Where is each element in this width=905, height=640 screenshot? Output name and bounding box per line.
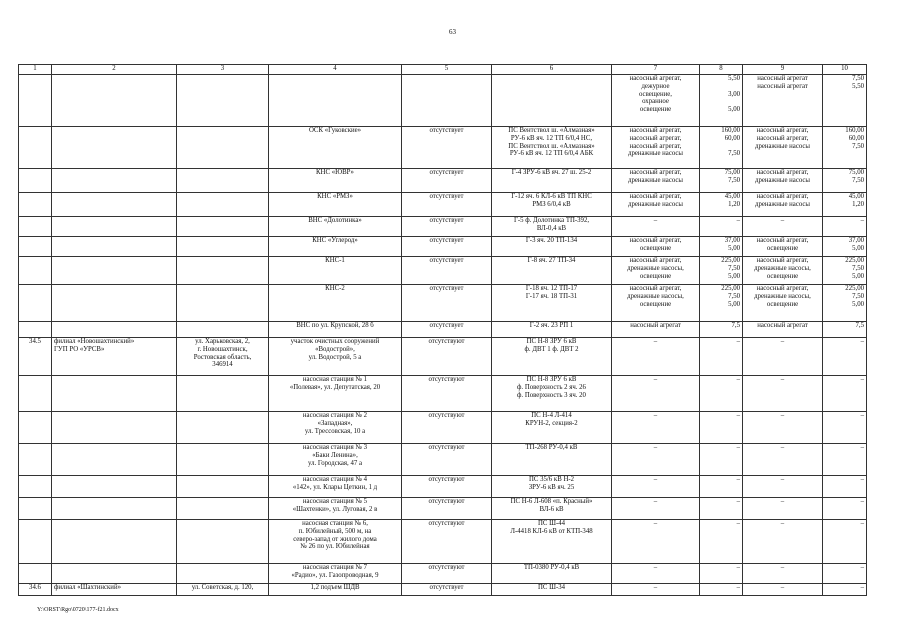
cell-address [177,237,269,257]
cell-equipment-actual: – [612,217,700,237]
cell-number [19,322,52,338]
table-row [19,217,867,237]
header-col-6: 6 [492,65,612,75]
cell-power-actual: – [700,564,743,584]
cell-power-emergency: – [823,376,867,412]
cell-reserve-source: отсутствует [402,257,492,285]
cell-number [19,193,52,217]
cell-number [19,520,52,564]
cell-equipment-actual: насосный агрегат, дренажные насосы [612,169,700,193]
cell-power-emergency: – [823,338,867,376]
cell-equipment-emergency: насосный агрегат, дренажные насосы [743,169,823,193]
cell-organization [52,376,177,412]
table-row [19,444,867,476]
table-row [19,520,867,564]
cell-address [177,322,269,338]
cell-power-emergency: 225,00 7,50 5,00 [823,257,867,285]
cell-power-emergency: 37,00 5,00 [823,237,867,257]
cell-power-source: Г-8 яч. 27 ТП-34 [492,257,612,285]
cell-power-actual: – [700,584,743,596]
cell-number [19,444,52,476]
cell-address [177,257,269,285]
cell-power-actual: – [700,376,743,412]
cell-power-actual: 45,00 1,20 [700,193,743,217]
cell-number [19,564,52,584]
table-row [19,564,867,584]
cell-organization [52,476,177,498]
cell-equipment-emergency: насосный агрегат насосный агрегат [743,75,823,127]
cell-reserve-source: отсутствуют [402,444,492,476]
cell-equipment-emergency: – [743,476,823,498]
cell-organization [52,75,177,127]
cell-organization [52,564,177,584]
cell-facility: насосная станция № 7 «Радио», ул. Газопроводная, 9 [269,564,402,584]
cell-number [19,75,52,127]
cell-number [19,285,52,322]
cell-organization [52,217,177,237]
cell-equipment-actual: – [612,376,700,412]
cell-power-actual: 7,5 [700,322,743,338]
cell-address [177,412,269,444]
cell-equipment-emergency: насосный агрегат, дренажные насосы [743,193,823,217]
cell-equipment-emergency: насосный агрегат [743,322,823,338]
cell-power-emergency: – [823,412,867,444]
cell-organization [52,127,177,169]
cell-power-source: ПС Н-8 ЗРУ 6 кВ ф. Поверхность 2 яч. 26 ф. Поверхность 3 яч. 20 [492,376,612,412]
cell-facility: КНС-1 [269,257,402,285]
cell-organization [52,444,177,476]
cell-equipment-actual: насосный агрегат, насосный агрегат, насосный агрегат, дренажные насосы [612,127,700,169]
cell-power-actual: 75,00 7,50 [700,169,743,193]
cell-organization [52,322,177,338]
cell-facility: КНС «Углерод» [269,237,402,257]
cell-address [177,564,269,584]
cell-reserve-source: отсутствуют [402,498,492,520]
table-row [19,75,867,127]
cell-power-emergency: 45,00 1,20 [823,193,867,217]
cell-power-actual: – [700,412,743,444]
cell-address [177,498,269,520]
cell-number: 34.6 [19,584,52,596]
cell-power-source: Г-5 ф. Долотинка ТП-392, ВЛ-0,4 кВ [492,217,612,237]
header-col-2: 2 [52,65,177,75]
table-row [19,476,867,498]
cell-reserve-source: отсутствует [402,193,492,217]
header-col-3: 3 [177,65,269,75]
table-row [19,127,867,169]
cell-reserve-source: отсутствует [402,169,492,193]
cell-organization: филиал «Шахтинский» [52,584,177,596]
cell-facility: КНС «РМЗ» [269,193,402,217]
cell-organization [52,498,177,520]
cell-equipment-emergency: – [743,564,823,584]
cell-power-emergency: – [823,584,867,596]
cell-address [177,127,269,169]
cell-reserve-source: отсутствует [402,285,492,322]
cell-power-source: ПС Ш-44 Л-4418 КЛ-6 кВ от КТП-348 [492,520,612,564]
cell-equipment-actual: – [612,412,700,444]
cell-equipment-actual: – [612,444,700,476]
header-col-5: 5 [402,65,492,75]
table-row [19,322,867,338]
cell-equipment-actual: – [612,520,700,564]
cell-power-emergency: 7,5 [823,322,867,338]
cell-reserve-source: отсутствуют [402,412,492,444]
cell-power-source: ПС Вентствол ш. «Алмазная» РУ-6 кВ яч. 12 ТП 6/0,4 НС, ПС Вентствол ш. «Алмазная» РУ-6 кВ яч. 12 ТП 6/0,4 АБК [492,127,612,169]
document-table [18,64,867,596]
cell-equipment-emergency: насосный агрегат, дренажные насосы, освещение [743,257,823,285]
cell-equipment-actual: насосный агрегат, дренажные насосы, освещение [612,257,700,285]
cell-number [19,376,52,412]
cell-power-source: Г-12 яч. 6 КЛ-6 кВ ТП КНС РМЗ 6/0,4 кВ [492,193,612,217]
cell-address [177,193,269,217]
cell-facility: 1,2 подъем ШДВ [269,584,402,596]
cell-organization [52,193,177,217]
cell-facility: ВНС «Долотинка» [269,217,402,237]
cell-power-actual: 160,00 60,00 7,50 [700,127,743,169]
cell-power-emergency: 75,00 7,50 [823,169,867,193]
cell-power-source: ПС Ш-34 [492,584,612,596]
cell-equipment-actual: – [612,338,700,376]
cell-address [177,376,269,412]
cell-power-source: Г-4 ЗРУ-6 кВ яч. 27 ш. 25-2 [492,169,612,193]
header-col-4: 4 [269,65,402,75]
cell-reserve-source: отсутствует [402,127,492,169]
cell-equipment-actual: насосный агрегат [612,322,700,338]
header-col-8: 8 [700,65,743,75]
table-row [19,169,867,193]
cell-reserve-source: отсутствует [402,237,492,257]
cell-reserve-source: отсутствует [402,322,492,338]
cell-power-emergency: – [823,444,867,476]
cell-equipment-emergency: – [743,217,823,237]
cell-facility: насосная станция № 1 «Полевая», ул. Депутатская, 20 [269,376,402,412]
cell-equipment-emergency: – [743,338,823,376]
cell-address: ул. Советская, д. 120, [177,584,269,596]
cell-power-actual: 5,50 3,00 5,00 [700,75,743,127]
header-col-7: 7 [612,65,700,75]
cell-equipment-emergency: – [743,412,823,444]
table-row [19,376,867,412]
cell-power-actual: – [700,498,743,520]
table-row [19,498,867,520]
cell-facility [269,75,402,127]
cell-equipment-actual: – [612,498,700,520]
cell-power-source: ПС 35/6 кВ Н-2 ЗРУ-6 кВ яч. 25 [492,476,612,498]
cell-power-emergency: – [823,217,867,237]
cell-power-actual: – [700,444,743,476]
cell-power-emergency: 160,00 60,00 7,50 [823,127,867,169]
table-row [19,193,867,217]
cell-equipment-emergency: насосный агрегат, освещение [743,237,823,257]
cell-address [177,285,269,322]
cell-facility: насосная станция № 6, п. Юбилейный, 500 м, на северо-запад от жилого дома № 26 по ул. Юбилейная [269,520,402,564]
cell-power-source: ПС Н-4 Л-414 КРУН-2, секция-2 [492,412,612,444]
table-row [19,338,867,376]
cell-address [177,217,269,237]
cell-address: ул. Харьковская, 2, г. Новошахтинск, Ростовская область, 346914 [177,338,269,376]
cell-organization: филиал «Новошахтинский» ГУП РО «УРСВ» [52,338,177,376]
cell-address [177,444,269,476]
cell-reserve-source: отсутствуют [402,476,492,498]
cell-facility: насосная станция № 5 «Шахтенки», ул. Луговая, 2 в [269,498,402,520]
cell-power-emergency: – [823,520,867,564]
page-number: 63 [449,28,456,36]
cell-facility: КНС-2 [269,285,402,322]
cell-address [177,520,269,564]
cell-equipment-actual: насосный агрегат, дренажные насосы [612,193,700,217]
cell-power-actual: 225,00 7,50 5,00 [700,257,743,285]
cell-number [19,412,52,444]
cell-power-source: ПС Н-6 Л-608 «п. Красный» ВЛ-6 кВ [492,498,612,520]
table-row [19,257,867,285]
cell-power-source: ТП-0380 РУ-0,4 кВ [492,564,612,584]
cell-equipment-emergency: насосный агрегат, дренажные насосы, освещение [743,285,823,322]
cell-reserve-source: отсутствуют [402,376,492,412]
cell-power-source: Г-18 яч. 12 ТП-17 Г-17 яч. 18 ТП-31 [492,285,612,322]
cell-power-emergency: 225,00 7,50 5,00 [823,285,867,322]
cell-power-actual: 37,00 5,00 [700,237,743,257]
cell-equipment-emergency: – [743,498,823,520]
footer-file-path: Y:\ORST\Rgo\0720\177-f21.docx [37,607,119,613]
cell-number: 34.5 [19,338,52,376]
cell-power-emergency: – [823,498,867,520]
table-body [19,65,867,596]
cell-power-source: ТП-268 РУ-0,4 кВ [492,444,612,476]
cell-facility: ВНС по ул. Крупской, 28 б [269,322,402,338]
cell-power-actual: – [700,338,743,376]
cell-organization [52,285,177,322]
cell-number [19,476,52,498]
cell-number [19,127,52,169]
table-row [19,584,867,596]
cell-number [19,217,52,237]
cell-power-emergency: 7,50 5,50 [823,75,867,127]
cell-power-source: ПС Н-8 ЗРУ 6 кВ ф. ДВТ 1 ф. ДВТ 2 [492,338,612,376]
cell-organization [52,169,177,193]
cell-facility: насосная станция № 4 «142», ул. Клары Цеткин, 1 д [269,476,402,498]
cell-power-source: Г-3 яч. 20 ТП-134 [492,237,612,257]
cell-power-actual: – [700,476,743,498]
cell-equipment-emergency: – [743,444,823,476]
cell-facility: ОСК «Гуковские» [269,127,402,169]
cell-equipment-actual: – [612,476,700,498]
cell-number [19,498,52,520]
header-col-9: 9 [743,65,823,75]
cell-reserve-source: отсутствуют [402,564,492,584]
cell-organization [52,520,177,564]
cell-equipment-actual: – [612,584,700,596]
cell-power-emergency: – [823,564,867,584]
cell-power-actual: – [700,520,743,564]
cell-reserve-source: отсутствуют [402,338,492,376]
table-row [19,285,867,322]
cell-organization [52,257,177,285]
table-header-row [19,65,867,75]
header-col-1: 1 [19,65,52,75]
cell-organization [52,237,177,257]
cell-power-actual: – [700,217,743,237]
cell-equipment-actual: – [612,564,700,584]
cell-facility: КНС «ЮВР» [269,169,402,193]
cell-address [177,476,269,498]
cell-equipment-emergency: насосный агрегат, насосный агрегат, дренажные насосы [743,127,823,169]
cell-number [19,169,52,193]
cell-facility: насосная станция № 2 «Западная», ул. Трессовская, 10 а [269,412,402,444]
cell-equipment-emergency: – [743,376,823,412]
cell-equipment-emergency: – [743,520,823,564]
cell-reserve-source: отсутствует [402,584,492,596]
cell-number [19,257,52,285]
cell-power-source: Г-2 яч. 23 РП 1 [492,322,612,338]
cell-reserve-source [402,75,492,127]
cell-address [177,75,269,127]
cell-equipment-actual: насосный агрегат, освещение [612,237,700,257]
cell-power-emergency: – [823,476,867,498]
cell-address [177,169,269,193]
table-row [19,237,867,257]
cell-equipment-actual: насосный агрегат, дежурное освещение, охранное освещение [612,75,700,127]
cell-organization [52,412,177,444]
cell-facility: участок очистных сооружений «Водострой», ул. Водострой, 5 а [269,338,402,376]
cell-reserve-source: отсутствуют [402,520,492,564]
header-col-10: 10 [823,65,867,75]
cell-facility: насосная станция № 3 «Баки Ленина», ул. Городская, 47 а [269,444,402,476]
table-row [19,412,867,444]
cell-reserve-source: отсутствует [402,217,492,237]
cell-equipment-actual: насосный агрегат, дренажные насосы, освещение [612,285,700,322]
cell-power-actual: 225,00 7,50 5,00 [700,285,743,322]
cell-power-source [492,75,612,127]
cell-number [19,237,52,257]
cell-equipment-emergency: – [743,584,823,596]
